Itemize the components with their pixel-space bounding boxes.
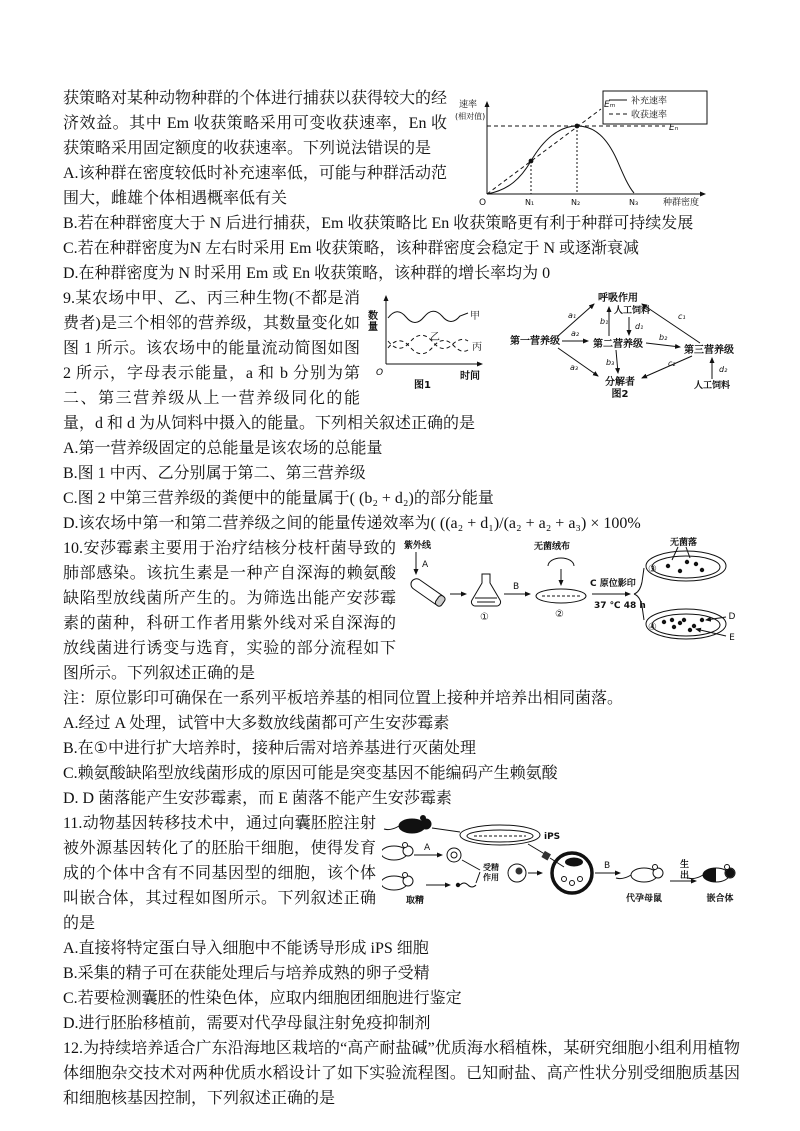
arrow-c2: c₂ xyxy=(668,359,676,368)
fig1-x-label: 时间 xyxy=(460,371,480,382)
q10-figure-screening-workflow xyxy=(402,536,740,654)
figure2-energy-flow-diagram xyxy=(508,286,740,398)
q12-stem: 12.为持续培养适合广东沿海地区栽培的“高产耐盐碱”优质海水稻植株，某研究细胞小组利用植物体细胞杂交技术对两种优质水稻设计了如下实验流程图。已知耐盐、高产性状分别受细胞质基因和细胞核基因控制，下列叙述正确的是 xyxy=(63,1040,740,1107)
q9-option-a: A.第一营养级固定的总能量是该农场的总能量 xyxy=(63,440,383,457)
node-trophic1: 第一营养级 xyxy=(510,336,560,347)
fig1-origin: O xyxy=(376,368,384,378)
node-trophic3: 第三营养级 xyxy=(684,345,734,356)
node-trophic2: 第二营养级 xyxy=(593,339,643,350)
arrow-d1: d₁ xyxy=(635,322,644,331)
arrow-a1: a₁ xyxy=(568,311,577,320)
q10-option-b: B.在①中进行扩大培养时，接种后需对培养基进行灭菌处理 xyxy=(63,740,477,757)
n2-tick: N₂ xyxy=(571,198,581,207)
mutagenesis-flow-diagram xyxy=(402,536,740,654)
surrogate-mother-label: 代孕母鼠 xyxy=(625,894,663,904)
fig1-y-label: 数量 xyxy=(366,310,377,332)
chimera-flow-diagram xyxy=(382,813,740,913)
question-9 xyxy=(63,286,740,536)
fertilization-label-2: 作用 xyxy=(483,873,499,882)
question-12 xyxy=(63,1036,740,1111)
q9-stem: 9.某农场中甲、乙、丙三种生物(不都是消费者)是三个相邻的营养级，其数量变化如图 1 所示。该农场中的能量流动简图如图 2 所示，字母表示能量，a 和 b 分别为第二、第三营养级从上一营养级同化的能量，d 和 d 为从饲料中摄入的能量。下列相关叙述正确的是 xyxy=(63,290,476,432)
sperm-collection-label: 取精 xyxy=(406,896,425,906)
q11-option-a: A.直接将特定蛋白导入细胞中不能诱导形成 iPS 细胞 xyxy=(63,940,429,957)
q8-stem: 获策略对某种动物种群的个体进行捕获以获得较大的经济效益。其中 Em 收获策略采用可变收获速率，En 收获策略采用固定额度的收获速率。下列说法错误的是 xyxy=(63,90,448,157)
q10-option-c: C.赖氨酸缺陷型放线菌形成的原因可能是突变基因不能编码产生赖氨酸 xyxy=(63,765,558,782)
dish-number-3: ③ xyxy=(648,564,657,575)
question-11 xyxy=(63,811,740,1036)
y-axis-label-2: (相对值) xyxy=(455,112,486,121)
q10-option-a: A.经过 A 处理，试管中大多数放线菌都可产生安莎霉素 xyxy=(63,715,450,732)
step-c-label: C 原位影印 xyxy=(590,579,636,589)
q8-option-b: B.若在种群密度大于 N 后进行捕获，Em 收获策略比 En 收获策略更有利于种群可持续发展 xyxy=(63,215,694,232)
origin-label: O xyxy=(479,198,487,208)
q8-option-c: C.若在种群密度为N 左右时采用 Em 收获策略，该种群密度会稳定于 N 或逐渐衰减 xyxy=(63,240,640,257)
fig1-curve-jia-label: 甲 xyxy=(470,311,480,322)
uv-label: 紫外线 xyxy=(404,541,432,551)
colony-e-label: E xyxy=(729,633,735,643)
no-colony-label: 无菌落 xyxy=(670,538,698,548)
step-a-label: A xyxy=(424,843,431,853)
q9-option-b: B.图 1 中丙、乙分别属于第二、第三营养级 xyxy=(63,465,366,482)
q11-option-d: D.进行胚胎移植前，需要对代孕母鼠注射免疫抑制剂 xyxy=(63,1015,431,1032)
legend-supplement-rate: 补充速率 xyxy=(631,96,668,107)
n3-tick: N₃ xyxy=(629,198,639,207)
incubation-label: 37 ℃ 48 h xyxy=(594,601,646,611)
sterile-velvet-label: 无菌绒布 xyxy=(534,542,571,552)
q8-figure-harvest-rate-graph xyxy=(455,86,740,208)
arrow-a2: a₂ xyxy=(571,329,580,338)
q10-option-d: D. D 菌落能产生安莎霉素，而 E 菌落不能产生安莎霉素 xyxy=(63,790,452,807)
dish-number-4: ④ xyxy=(648,622,657,633)
fig1-caption: 图1 xyxy=(414,380,431,390)
node-respiration: 呼吸作用 xyxy=(598,293,638,304)
q11-option-c: C.若要检测囊胚的性染色体，应取内细胞团细胞进行鉴定 xyxy=(63,990,462,1007)
legend-harvest-rate: 收获速率 xyxy=(631,110,668,121)
y-axis-label-1: 速率 xyxy=(459,100,478,110)
q9-option-d: D.该农场中第一和第二营养级之间的能量传递效率为( ((a₂ + d₁)/(a₂ + a₂ + a₃) × 100% xyxy=(63,515,641,532)
q10-note: 注：原位影印可确保在一系列平板培养基的相同位置上接种并培养出相同菌落。 xyxy=(63,690,624,707)
figure1-population-curves xyxy=(366,286,504,390)
q11-stem: 11.动物基因转移技术中，通过向囊胚腔注射被外源基因转化了的胚胎干细胞，使得发育成的个体中含有不同基因型的细胞，该个体叫嵌合体，其过程如图所示。下列叙述正确的是 xyxy=(63,815,376,932)
question-10 xyxy=(63,536,740,811)
q9-option-c: C.图 2 中第三营养级的粪便中的能量属于( (b₂ + d₂)的部分能量 xyxy=(63,490,494,507)
step-b-label: B xyxy=(604,861,611,871)
ips-label: iPS xyxy=(544,832,561,842)
step-b-label: B xyxy=(513,582,520,592)
harvest-rate-chart xyxy=(455,86,740,208)
n1-tick: N₁ xyxy=(525,198,535,207)
en-line-label: Eₙ xyxy=(669,123,679,133)
em-line-label: Eₘ xyxy=(604,100,616,110)
q11-figure-chimera-process xyxy=(382,813,740,913)
fig1-curve-bing-label: 丙 xyxy=(472,342,482,353)
arrow-d2: d₂ xyxy=(719,365,728,374)
node-feed-top: 人工饲料 xyxy=(613,306,651,316)
q10-stem: 10.安莎霉素主要用于治疗结核分枝杆菌导致的肺部感染。该抗生素是一种产自深海的赖氨酸缺陷型放线菌所产生的。为筛选出能产安莎霉素的菌种，科研工作者用紫外线对采自深海的放线菌进行诱变与选育，实验的部分流程如下图所示。下列叙述正确的是 xyxy=(63,540,396,682)
birth-label-1: 生 xyxy=(680,860,690,870)
plate-number-2: ② xyxy=(555,609,564,620)
node-decomposer: 分解者 xyxy=(605,377,635,388)
q8-option-d: D.在种群密度为 N 时采用 Em 或 En 收获策略，该种群的增长率均为 0 xyxy=(63,265,551,282)
arrow-b1: b₁ xyxy=(600,317,609,326)
chimera-label: 嵌合体 xyxy=(706,894,734,904)
birth-label-2: 出 xyxy=(680,871,690,881)
q11-option-b: B.采集的精子可在获能处理后与培养成熟的卵子受精 xyxy=(63,965,430,982)
uv-step-a-label: A xyxy=(422,560,429,570)
arrow-a3: a₃ xyxy=(570,363,579,372)
fig1-curve-yi-label: 乙 xyxy=(430,332,440,343)
node-feed-bottom: 人工饲料 xyxy=(693,381,731,391)
arrow-b3: b₃ xyxy=(606,358,615,367)
q8-option-a: A.该种群在密度较低时补充速率低，可能与种群活动范围大，雌雄个体相遇概率低有关 xyxy=(63,165,447,207)
flask-number-1: ① xyxy=(480,612,489,623)
fertilization-label-1: 受精 xyxy=(483,863,499,872)
colony-d-label: D xyxy=(728,612,736,622)
q9-figures xyxy=(366,286,740,398)
x-axis-label: 种群密度 xyxy=(663,198,700,208)
arrow-b2: b₂ xyxy=(659,333,668,342)
arrow-c1: c₁ xyxy=(678,312,686,321)
fig2-caption: 图2 xyxy=(611,389,629,398)
question-8 xyxy=(63,86,740,286)
